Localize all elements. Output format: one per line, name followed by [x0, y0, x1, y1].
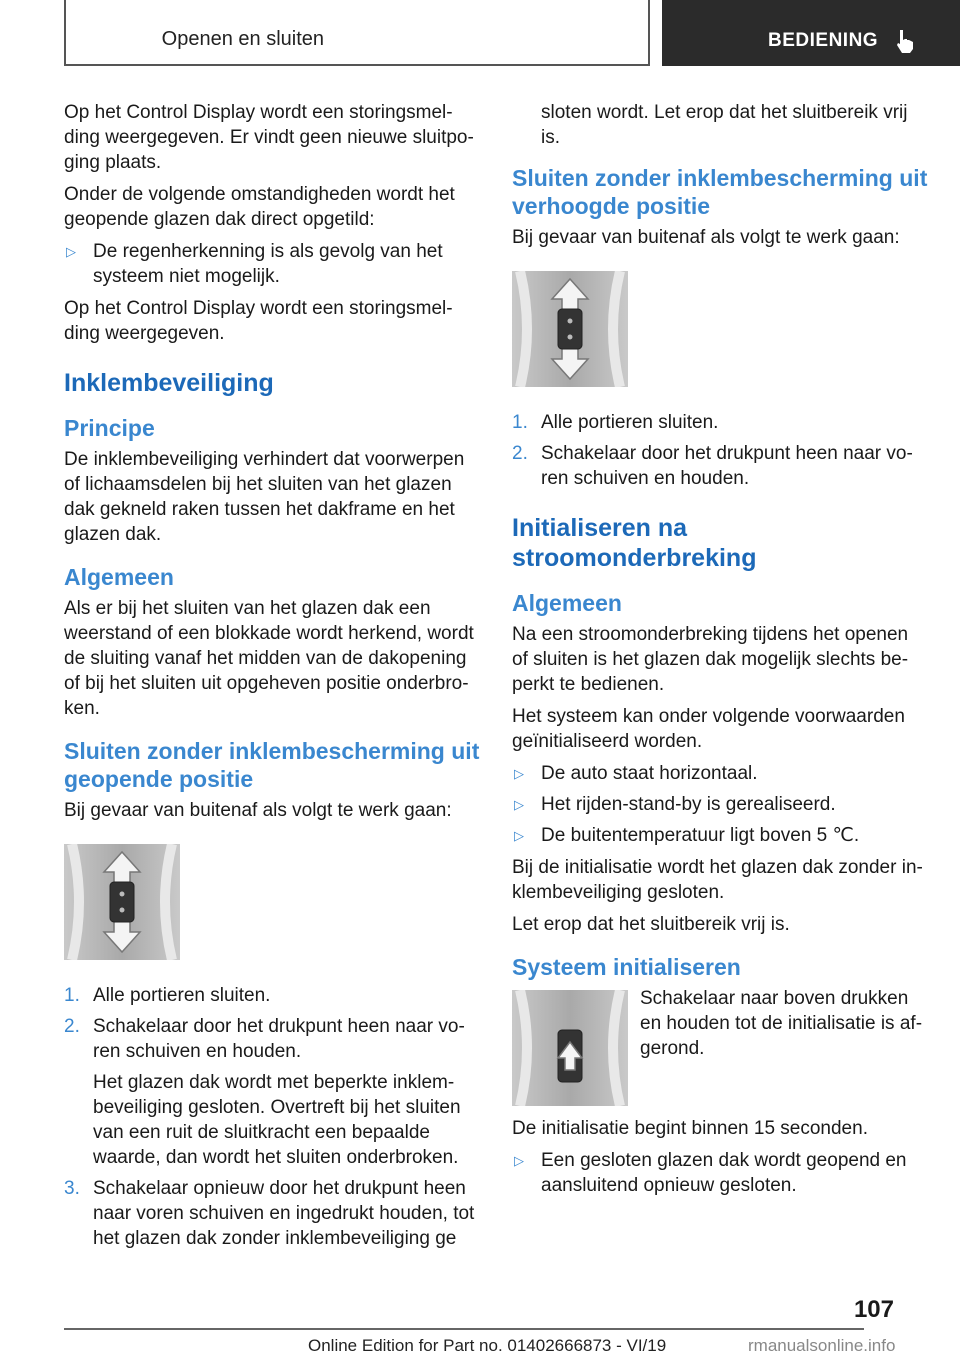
page-number: 107	[853, 1296, 894, 1323]
triangle-bullet-icon: ▷	[66, 244, 76, 259]
header-frame	[64, 0, 650, 66]
footer-divider	[64, 1328, 864, 1330]
list-item	[512, 441, 928, 491]
step-extra-text: Het glazen dak wordt met beperkte inklembeveiliging gesloten. Overtreft bij het sluiten van een ruit de sluitkracht een bepaalde waarde, dan wordt het sluiten onderbroken.	[93, 1072, 461, 1168]
chapter-title: BEDIENING	[768, 30, 879, 51]
left-column	[64, 100, 480, 1258]
bullet-list	[64, 239, 480, 289]
list-item	[512, 410, 928, 435]
step-text: Schakelaar door het drukpunt heen naar voren schuiven en houden.	[93, 1016, 465, 1062]
roof-switch-illustration	[64, 844, 180, 960]
paragraph: Let erop dat het sluitbereik vrij is.	[512, 914, 790, 935]
list-item	[512, 792, 928, 817]
list-item	[64, 239, 480, 289]
paragraph: Het systeem kan onder volgende voorwaarden geïnitialiseerd worden.	[512, 706, 905, 752]
list-item	[512, 823, 928, 848]
hand-pointer-icon	[894, 28, 916, 54]
bullet-list	[512, 761, 928, 848]
header-chapter-tab	[662, 0, 960, 66]
header-section-title: Openen en sluiten	[161, 28, 324, 50]
step-number: 1.	[512, 412, 528, 433]
steps-list	[64, 983, 480, 1251]
list-item	[64, 1176, 480, 1251]
step-number: 3.	[64, 1178, 80, 1199]
page-header	[0, 0, 960, 66]
roof-switch-up-illustration	[512, 990, 628, 1106]
list-item-text: De buitentemperatuur ligt boven 5 ℃.	[541, 825, 860, 846]
heading-initialiseren: Initialiseren na stroomonderbreking	[512, 514, 757, 572]
list-item-text: Het rijden-stand-by is gerealiseerd.	[541, 794, 836, 815]
heading-algemeen: Algemeen	[64, 564, 174, 590]
paragraph: Bij gevaar van buitenaf als volgt te werk gaan:	[512, 227, 900, 248]
heading-inklembeveiliging: Inklembeveiliging	[64, 369, 274, 397]
step-text: Alle portieren sluiten.	[541, 412, 719, 433]
edition-text: Online Edition for Part no. 01402666873 - VI/19	[308, 1336, 667, 1355]
list-item	[64, 983, 480, 1008]
right-column	[512, 100, 928, 1205]
list-item-text: De auto staat horizontaal.	[541, 763, 758, 784]
list-item	[64, 1014, 480, 1170]
paragraph: De inklembeveiliging verhindert dat voorwerpen of lichaamsdelen bij het sluiten van het glazen dak gekneld raken tussen het dakframe en het glazen dak.	[64, 449, 465, 545]
step-number: 2.	[512, 443, 528, 464]
heading-sluiten-verhoogd: Sluiten zonder inklembescherming uit verhoogde positie	[512, 165, 928, 219]
heading-systeem-initialiseren: Systeem initialiseren	[512, 954, 741, 980]
paragraph: Onder de volgende omstandigheden wordt het geopende glazen dak direct opgetild:	[64, 184, 455, 230]
triangle-bullet-icon: ▷	[514, 828, 524, 843]
triangle-bullet-icon: ▷	[514, 797, 524, 812]
step-number: 1.	[64, 985, 80, 1006]
paragraph: Na een stroomonderbreking tijdens het openen of sluiten is het glazen dak mogelijk slechts beperkt te bedienen.	[512, 624, 909, 695]
paragraph: Schakelaar naar boven drukken en houden tot de initialisatie is afgerond.	[640, 988, 923, 1059]
heading-algemeen: Algemeen	[512, 590, 622, 616]
triangle-bullet-icon: ▷	[514, 766, 524, 781]
step-text: Alle portieren sluiten.	[93, 985, 271, 1006]
step-text: Schakelaar door het drukpunt heen naar voren schuiven en houden.	[541, 443, 913, 489]
list-item-text: Een gesloten glazen dak wordt geopend en aansluitend opnieuw gesloten.	[541, 1150, 907, 1196]
list-item-text: De regenherkenning is als gevolg van het systeem niet mogelijk.	[93, 241, 443, 287]
paragraph: Bij de initialisatie wordt het glazen dak zonder inklembeveiliging gesloten.	[512, 857, 923, 903]
triangle-bullet-icon: ▷	[514, 1153, 524, 1168]
roof-switch-illustration	[512, 271, 628, 387]
paragraph: Op het Control Display wordt een storingsmelding weergegeven. Er vindt geen nieuwe sluitpoging plaats.	[64, 102, 474, 173]
list-item	[512, 1148, 928, 1198]
watermark-text: rmanualsonline.info	[748, 1336, 896, 1355]
paragraph: Op het Control Display wordt een storingsmelding weergegeven.	[64, 298, 453, 344]
paragraph: Bij gevaar van buitenaf als volgt te werk gaan:	[64, 800, 452, 821]
paragraph: sloten wordt. Let erop dat het sluitbereik vrij is.	[541, 102, 908, 148]
bullet-list	[512, 1148, 928, 1198]
step-number: 2.	[64, 1016, 80, 1037]
heading-principe: Principe	[64, 415, 155, 441]
heading-sluiten-geopend: Sluiten zonder inklembescherming uit geopende positie	[64, 738, 480, 792]
paragraph: Als er bij het sluiten van het glazen dak een weerstand of een blokkade wordt herkend, wordt de sluiting vanaf het midden van de dakopening of bij het sluiten uit opgeheven positie onderbroken.	[64, 598, 474, 719]
step-text: Schakelaar opnieuw door het drukpunt heen naar voren schuiven en ingedrukt houden, tot het glazen dak zonder inklembeveiliging ge	[93, 1178, 475, 1249]
paragraph: De initialisatie begint binnen 15 seconden.	[512, 1118, 868, 1139]
list-item	[512, 761, 928, 786]
steps-list	[512, 410, 928, 491]
